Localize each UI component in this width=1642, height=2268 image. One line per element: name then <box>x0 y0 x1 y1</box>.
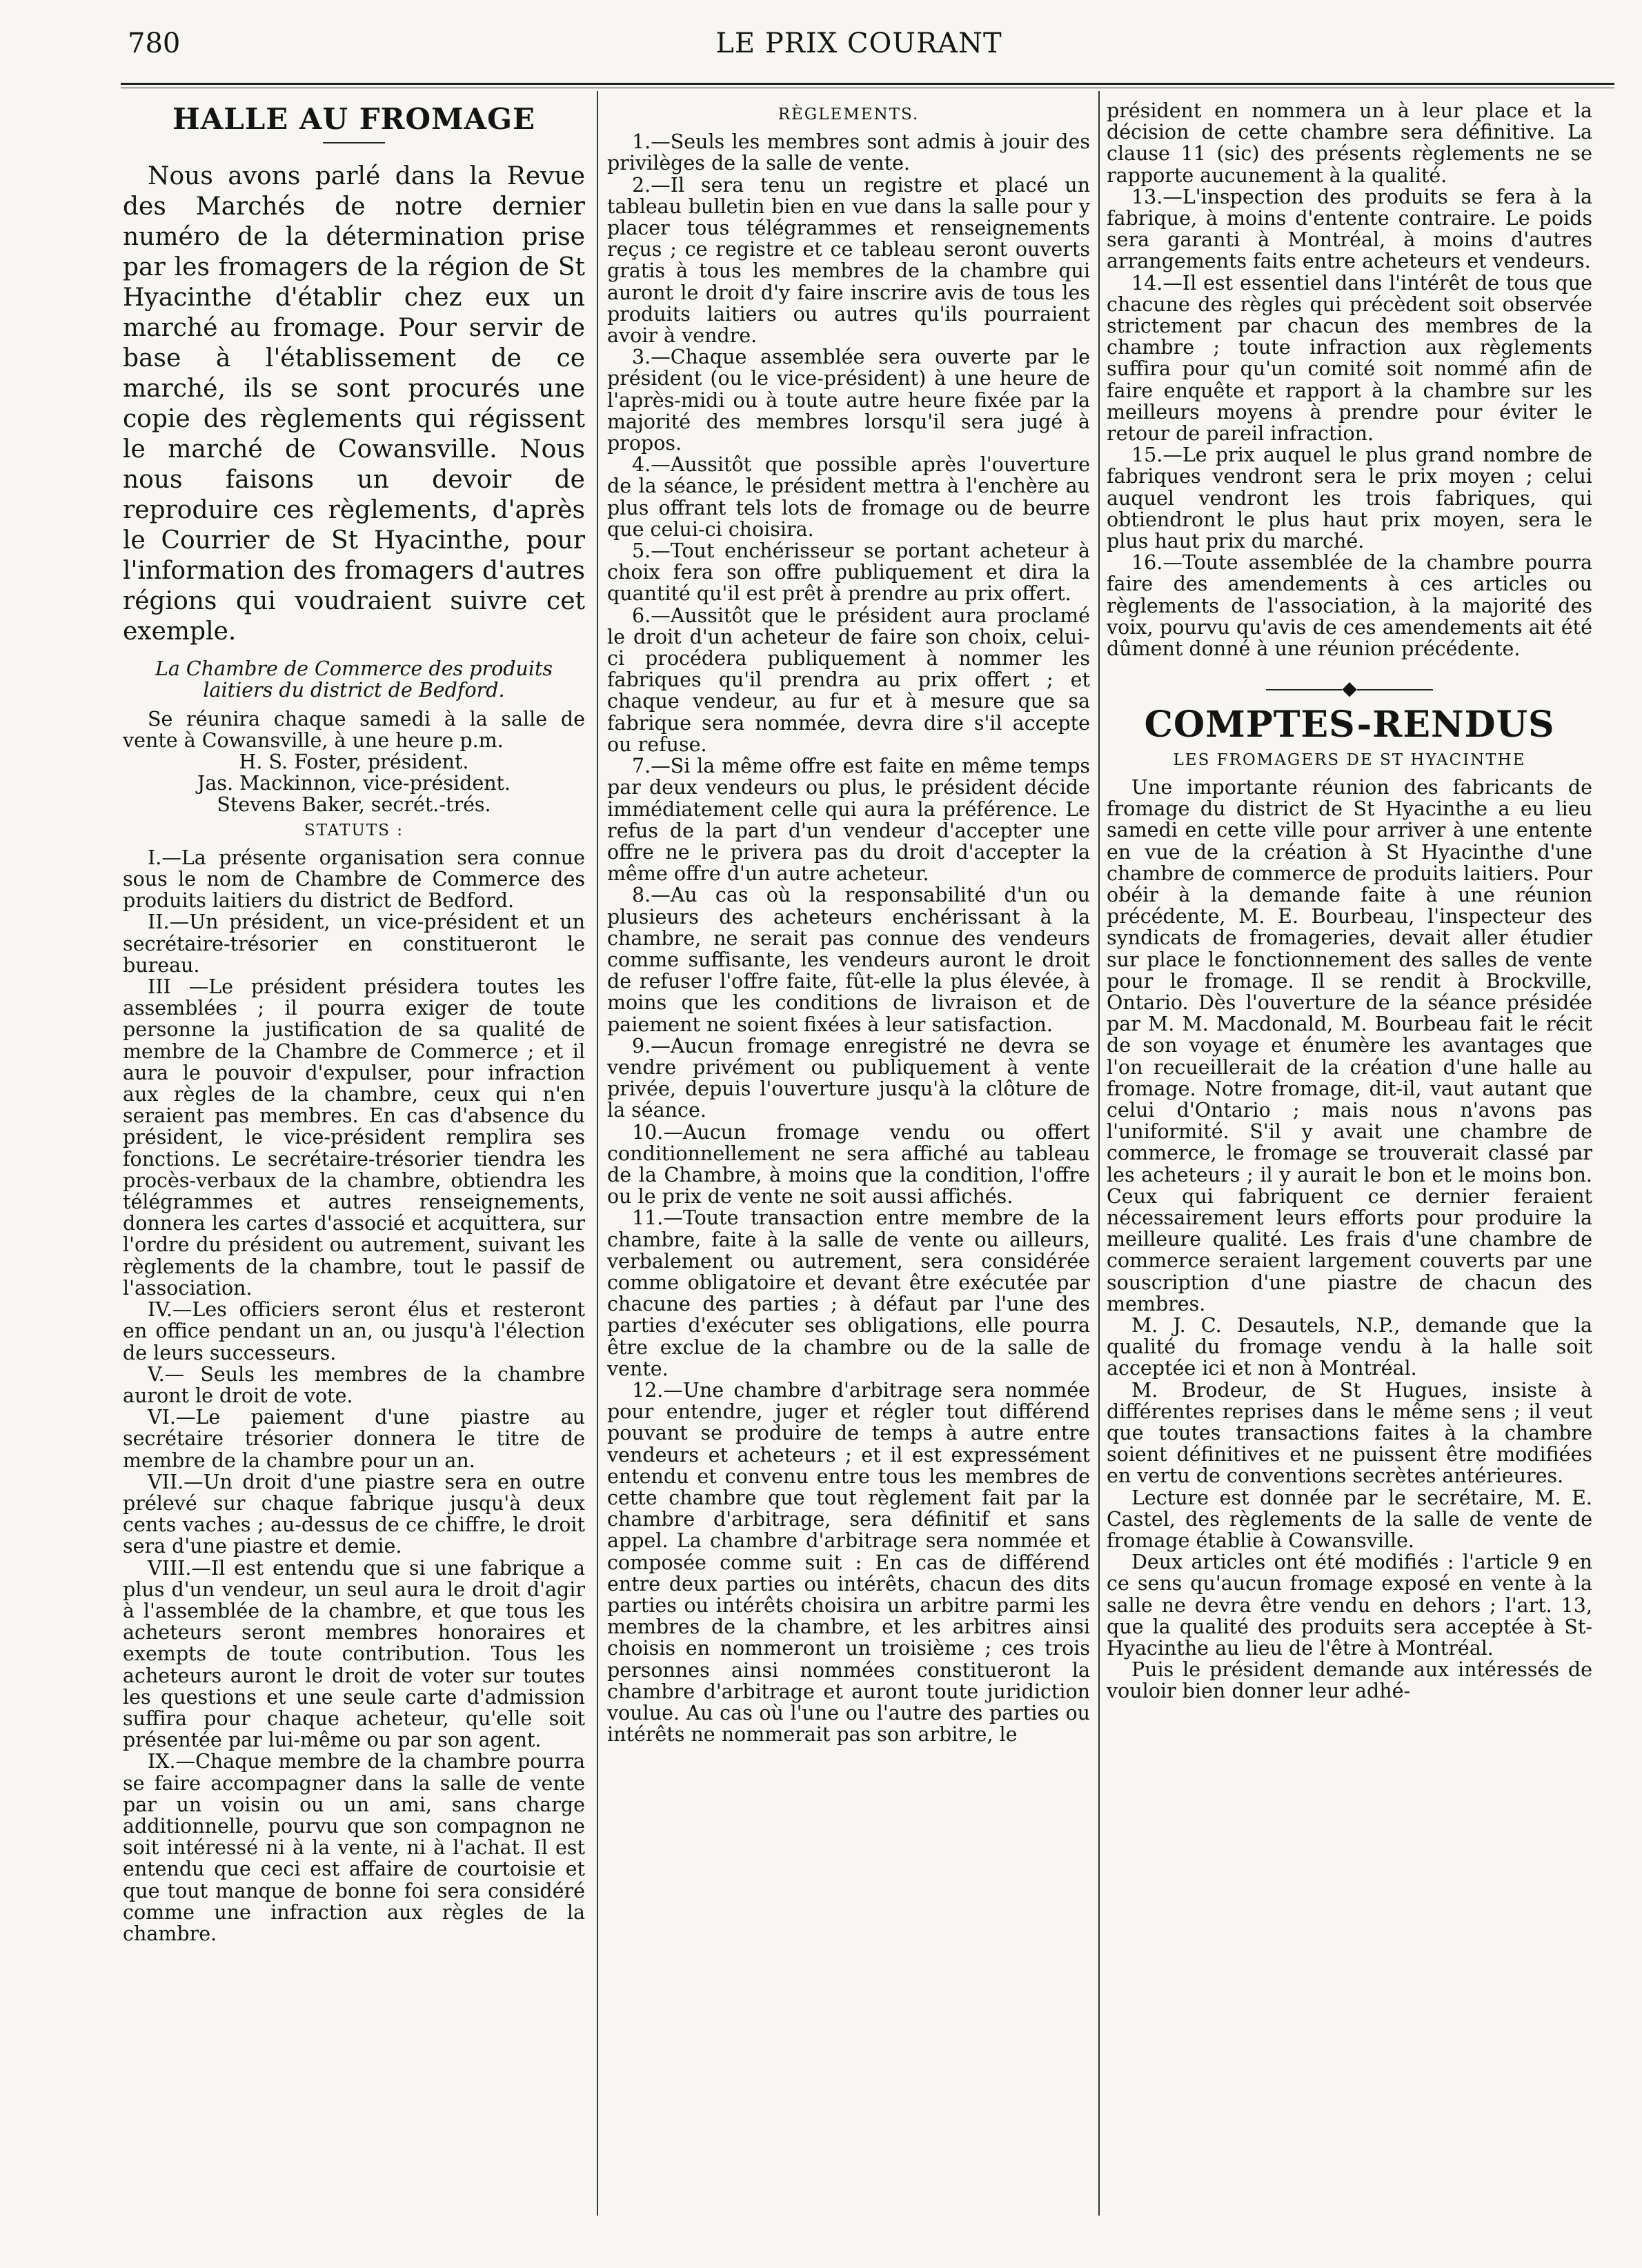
reglement-14: 14.—Il est essentiel dans l'intérêt de tous que chacune des règles qui précèdent soit observée strictement par chacun des membres de la chambre ; toute infraction aux règlements suffira pour qu'un comité soit nommé afin de faire enquête et rapport à la chambre sur les meilleurs moyens à prendre pour éviter le retour de pareil infraction. <box>1107 271 1592 446</box>
reglement-7: 7.—Si la même offre est faite en même temps par deux vendeurs ou plus, le président décide immédiatement celle qui aura la préférence. Le refus de la part d'un vendeur d'accepter une offre ne le privera pas du droit d'accepter la même offre d'un autre acheteur. <box>607 755 1090 886</box>
meeting-notice: Se réunira chaque samedi à la salle de vente à Cowansville, à une heure p.m. <box>123 707 585 752</box>
statut-8: VIII.—Il est entendu que si une fabrique a plus d'un vendeur, un seul aura le droit d'agir à l'assemblée de la chambre, et que tous les acheteurs seront membres honoraires et exempts de toute contribution. Tous les acheteurs auront le droit de voter sur toutes les questions et une seule carte d'admission suffira pour chaque acheteur, qu'elle soit présentée par lui-même ou par son agent. <box>123 1556 585 1752</box>
reglement-16: 16.—Toute assemblée de la chambre pourra faire des amendements à ces articles ou règlements de l'association, à la majorité des voix, pourvu qu'avis de ces amendements ait été dûment donné à une réunion précédente. <box>1107 551 1592 661</box>
column-divider-2 <box>1098 91 1100 2216</box>
statuts-heading: STATUTS : <box>304 821 404 839</box>
intro-paragraph: Nous avons parlé dans la Revue des Marchés de notre dernier numéro de la détermination prise par les fromagers de la région de St Hyacinthe d'établir chez eux un marché au fromage. Pour servir de base à l'établissement de ce marché, ils se sont procurés une copie des règlements qui régissent le marché de Cowansville. Nous nous faisons un devoir de reproduire ces règlements, d'après le Courrier de St Hyacinthe, pour l'information des fromagers d'autres régions qui voudraient suivre cet exemple. <box>123 162 585 646</box>
statut-9: IX.—Chaque membre de la chambre pourra se faire accompagner dans la salle de vente par un voisin ou un ami, sans charge additionnelle, pourvu que son compagnon ne soit intéressé ni à la vente, ni à l'achat. Il est entendu que ceci est affaire de courtoisie et que tout manque de bonne foi sera considéré comme une infraction aux règles de la chambre. <box>123 1750 585 1945</box>
page-number: 780 <box>128 28 181 59</box>
reglement-9: 9.—Aucun fromage enregistré ne devra se vendre privément ou publiquement à vente privée, depuis l'ouverture jusqu'à la clôture de la séance. <box>607 1034 1090 1122</box>
header-rule <box>121 83 1614 85</box>
reglement-8: 8.—Au cas où la responsabilité d'un ou plusieurs des acheteurs enchérissant à la chambre, ne serait pas connue des vendeurs comme suffisante, les vendeurs auront le droit de refuser l'offre faite, fût-elle la plus élevée, à moins que les conditions de livraison et de paiement ne soient fixées à leur satisfaction. <box>607 884 1090 1036</box>
statut-1: I.—La présente organisation sera connue sous le nom de Chambre de Commerce des produits laitiers du district de Bedford. <box>123 846 585 913</box>
report-paragraph-4: Lecture est donnée par le secrétaire, M. E. Castel, des règlements de la salle de vente de fromage établie à Cowansville. <box>1107 1486 1592 1552</box>
statut-2: II.—Un président, un vice-président et un secrétaire-trésorier en constitueront le bureau. <box>123 911 585 977</box>
report-paragraph-6: Puis le président demande aux intéressés de vouloir bien donner leur adhé- <box>1107 1658 1592 1703</box>
statut-4: IV.—Les officiers seront élus et resteront en office pendant un an, ou jusqu'à l'élection de leurs successeurs. <box>123 1298 585 1364</box>
statut-5: V.— Seuls les membres de la chambre auront le droit de vote. <box>123 1362 585 1407</box>
section-heading: COMPTES-RENDUS <box>1144 704 1555 746</box>
reglements-heading: RÈGLEMENTS. <box>778 106 920 123</box>
organization-name: La Chambre de Commerce des produits laitiers du district de Bedford. <box>155 657 553 702</box>
officer-president: H. S. Foster, président. <box>239 750 469 774</box>
statut-3: III —Le président présidera toutes les assemblées ; il pourra exiger de toute personne la justification de sa qualité de membre de la Chambre de Commerce ; et il aura le pouvoir d'expulser, pour infraction aux règles de la chambre, ceux qui n'en seraient pas membres. En cas d'absence du président, le vice-président remplira ses fonctions. Le secrétaire-trésorier tiendra les procès-verbaux de la chambre, obtiendra les télégrammes et autres renseignements, donnera les cartes d'associé et acquittera, sur l'ordre du président ou autrement, suivant les règlements de la chambre, tout le passif de l'association. <box>123 975 585 1300</box>
column-divider-1 <box>597 91 598 2216</box>
column-1 <box>123 100 585 2204</box>
report-subheading: LES FROMAGERS DE ST HYACINTHE <box>1173 750 1526 769</box>
report-paragraph-1: Une importante réunion des fabricants de fromage du district de St Hyacinthe a eu lieu samedi en cette ville pour arriver à une entente en vue de la création à St Hyacinthe d'une chambre de commerce de produits laitiers. Pour obéir à la demande faite à une réunion précédente, M. E. Bourbeau, l'inspecteur des syndicats de fromageries, devait aller étudier sur place le fonctionnement des salles de vente pour le fromage. Il se rendit à Brockville, Ontario. Dès l'ouverture de la séance présidée par M. M. Macdonald, M. Bourbeau fait le récit de son voyage et énumère les avantages que l'on recueillerait de la création d'une halle au fromage. Notre fromage, dit-il, vaut autant que celui d'Ontario ; mais nous n'avons pas l'uniformité. S'il y avait une chambre de commerce, le fromage se trouverait classé par les acheteurs ; il y aurait le bon et le moins bon. Ceux qui fabriquent ce dernier feraient nécessairement leurs efforts pour produire la meilleure qualité. Les frais d'une chambre de commerce seraient largement couverts par une souscription d'une piastre de chacun des membres. <box>1107 775 1592 1315</box>
statut-7: VII.—Un droit d'une piastre sera en outre prélevé sur chaque fabrique jusqu'à deux cents vaches ; au-dessus de ce chiffre, le droit sera d'une piastre et demie. <box>123 1470 585 1558</box>
section-ornament: ◆ <box>1107 677 1592 699</box>
column-3 <box>1107 100 1592 2204</box>
reglement-4: 4.—Aussitôt que possible après l'ouverture de la séance, le président mettra à l'enchère au plus offrant tels lots de fromage ou de beurre que celui-ci choisira. <box>607 453 1090 541</box>
report-paragraph-3: M. Brodeur, de St Hugues, insiste à différentes reprises dans le même sens ; il veut que toutes transactions faites à la chambre soient définitives et ne puissent être modifiées en vertu de conventions secrètes antérieures. <box>1107 1378 1592 1488</box>
heading-dash <box>323 142 385 143</box>
reglement-12: 12.—Une chambre d'arbitrage sera nommée pour entendre, juger et régler tout différend pouvant se produire de temps à autre entre vendeurs et acheteurs ; et il est expressément entendu et convenu entre tous les membres de cette chambre que tout règlement fait par la chambre d'arbitrage, sera définitif et sans appel. La chambre d'arbitrage sera nommée et composée comme suit : En cas de différend entre deux parties ou intérêts, chacun des dits parties ou intérêts choisira un arbitre parmi les membres de la chambre, et les arbitres ainsi choisis en nommeront un troisième ; ces trois personnes ainsi nommées constitueront la chambre d'arbitrage et auront toute juridiction voulue. Au cas où l'une ou l'autre des parties ou intérêts ne nommerait pas son arbitre, le <box>607 1378 1090 1747</box>
page-header <box>128 28 1590 76</box>
reglement-3: 3.—Chaque assemblée sera ouverte par le président (ou le vice-président) à une heure de l'après-midi ou à toute autre heure fixée par la majorité des membres lorsqu'il sera jugé à propos. <box>607 346 1090 455</box>
officer-secretary: Stevens Baker, secrét.-trés. <box>217 793 491 817</box>
article-heading: HALLE AU FROMAGE <box>172 102 536 136</box>
statut-6: VI.—Le paiement d'une piastre au secrétaire trésorier donnera le titre de membre de la chambre pour un an. <box>123 1406 585 1472</box>
running-title: LE PRIX COURANT <box>715 28 1002 59</box>
reglement-15: 15.—Le prix auquel le plus grand nombre de fabriques vendront sera le prix moyen ; celui auquel vendront les trois fabriques, qui obtiendront le plus haut prix moyen, sera le plus haut prix du marché. <box>1107 444 1592 553</box>
report-paragraph-2: M. J. C. Desautels, N.P., demande que la qualité du fromage vendu à la halle soit acceptée ici et non à Montréal. <box>1107 1313 1592 1380</box>
report-paragraph-5: Deux articles ont été modifiés : l'article 9 en ce sens qu'aucun fromage exposé en vente à la salle ne devra être vendu en dehors ; l'art. 13, que la qualité des produits sera acceptée à St-Hyacinthe au lieu de l'être à Montréal. <box>1107 1551 1592 1660</box>
officer-vice-president: Jas. Mackinnon, vice-président. <box>197 772 511 795</box>
column-2 <box>607 100 1090 2204</box>
reglement-1: 1.—Seuls les membres sont admis à jouir des privilèges de la salle de vente. <box>607 130 1090 175</box>
reglement-10: 10.—Aucun fromage vendu ou offert conditionnellement ne sera affiché au tableau de la Chambre, à moins que la condition, l'offre ou le prix de vente ne soit aussi affichés. <box>607 1120 1090 1208</box>
reglement-13: 13.—L'inspection des produits se fera à la fabrique, à moins d'entente contraire. Le poids sera garanti à Montréal, à moins d'autres arrangements faits entre acheteurs et vendeurs. <box>1107 185 1592 273</box>
reglement-11: 11.—Toute transaction entre membre de la chambre, faite à la salle de vente ou ailleurs, verbalement ou autrement, sera considérée comme obligatoire et devant être exécutée par chacune des parties ; à défaut par l'une des parties d'exécuter ses obligations, elle pourra être exclue de la chambre ou de la salle de vente. <box>607 1206 1090 1380</box>
reglement-5: 5.—Tout enchérisseur se portant acheteur à choix fera son offre publiquement et dira la quantité qu'il est prêt à prendre au prix offert. <box>607 539 1090 606</box>
reglement-6: 6.—Aussitôt que le président aura proclamé le droit d'un acheteur de faire son choix, celui-ci procédera publiquement à nommer les fabriques qu'il prendra au prix offert ; et chaque vendeur, au fur et à mesure que sa fabrique sera nommée, devra dire s'il accepte ou refuse. <box>607 604 1090 756</box>
reglement-12-continued: président en nommera un à leur place et la décision de cette chambre sera définitive. La clause 11 (sic) des présents règlements ne se rapporte aucunement à la qualité. <box>1107 100 1592 187</box>
reglement-2: 2.—Il sera tenu un registre et placé un tableau bulletin bien en vue dans la salle pour y placer tous télégrammes et renseignements reçus ; ce registre et ce tableau seront ouverts gratis à tous les membres de la chambre qui auront le droit d'y faire inscrire avis de tous les produits laitiers ou autres qu'ils pourraient avoir à vendre. <box>607 173 1090 348</box>
